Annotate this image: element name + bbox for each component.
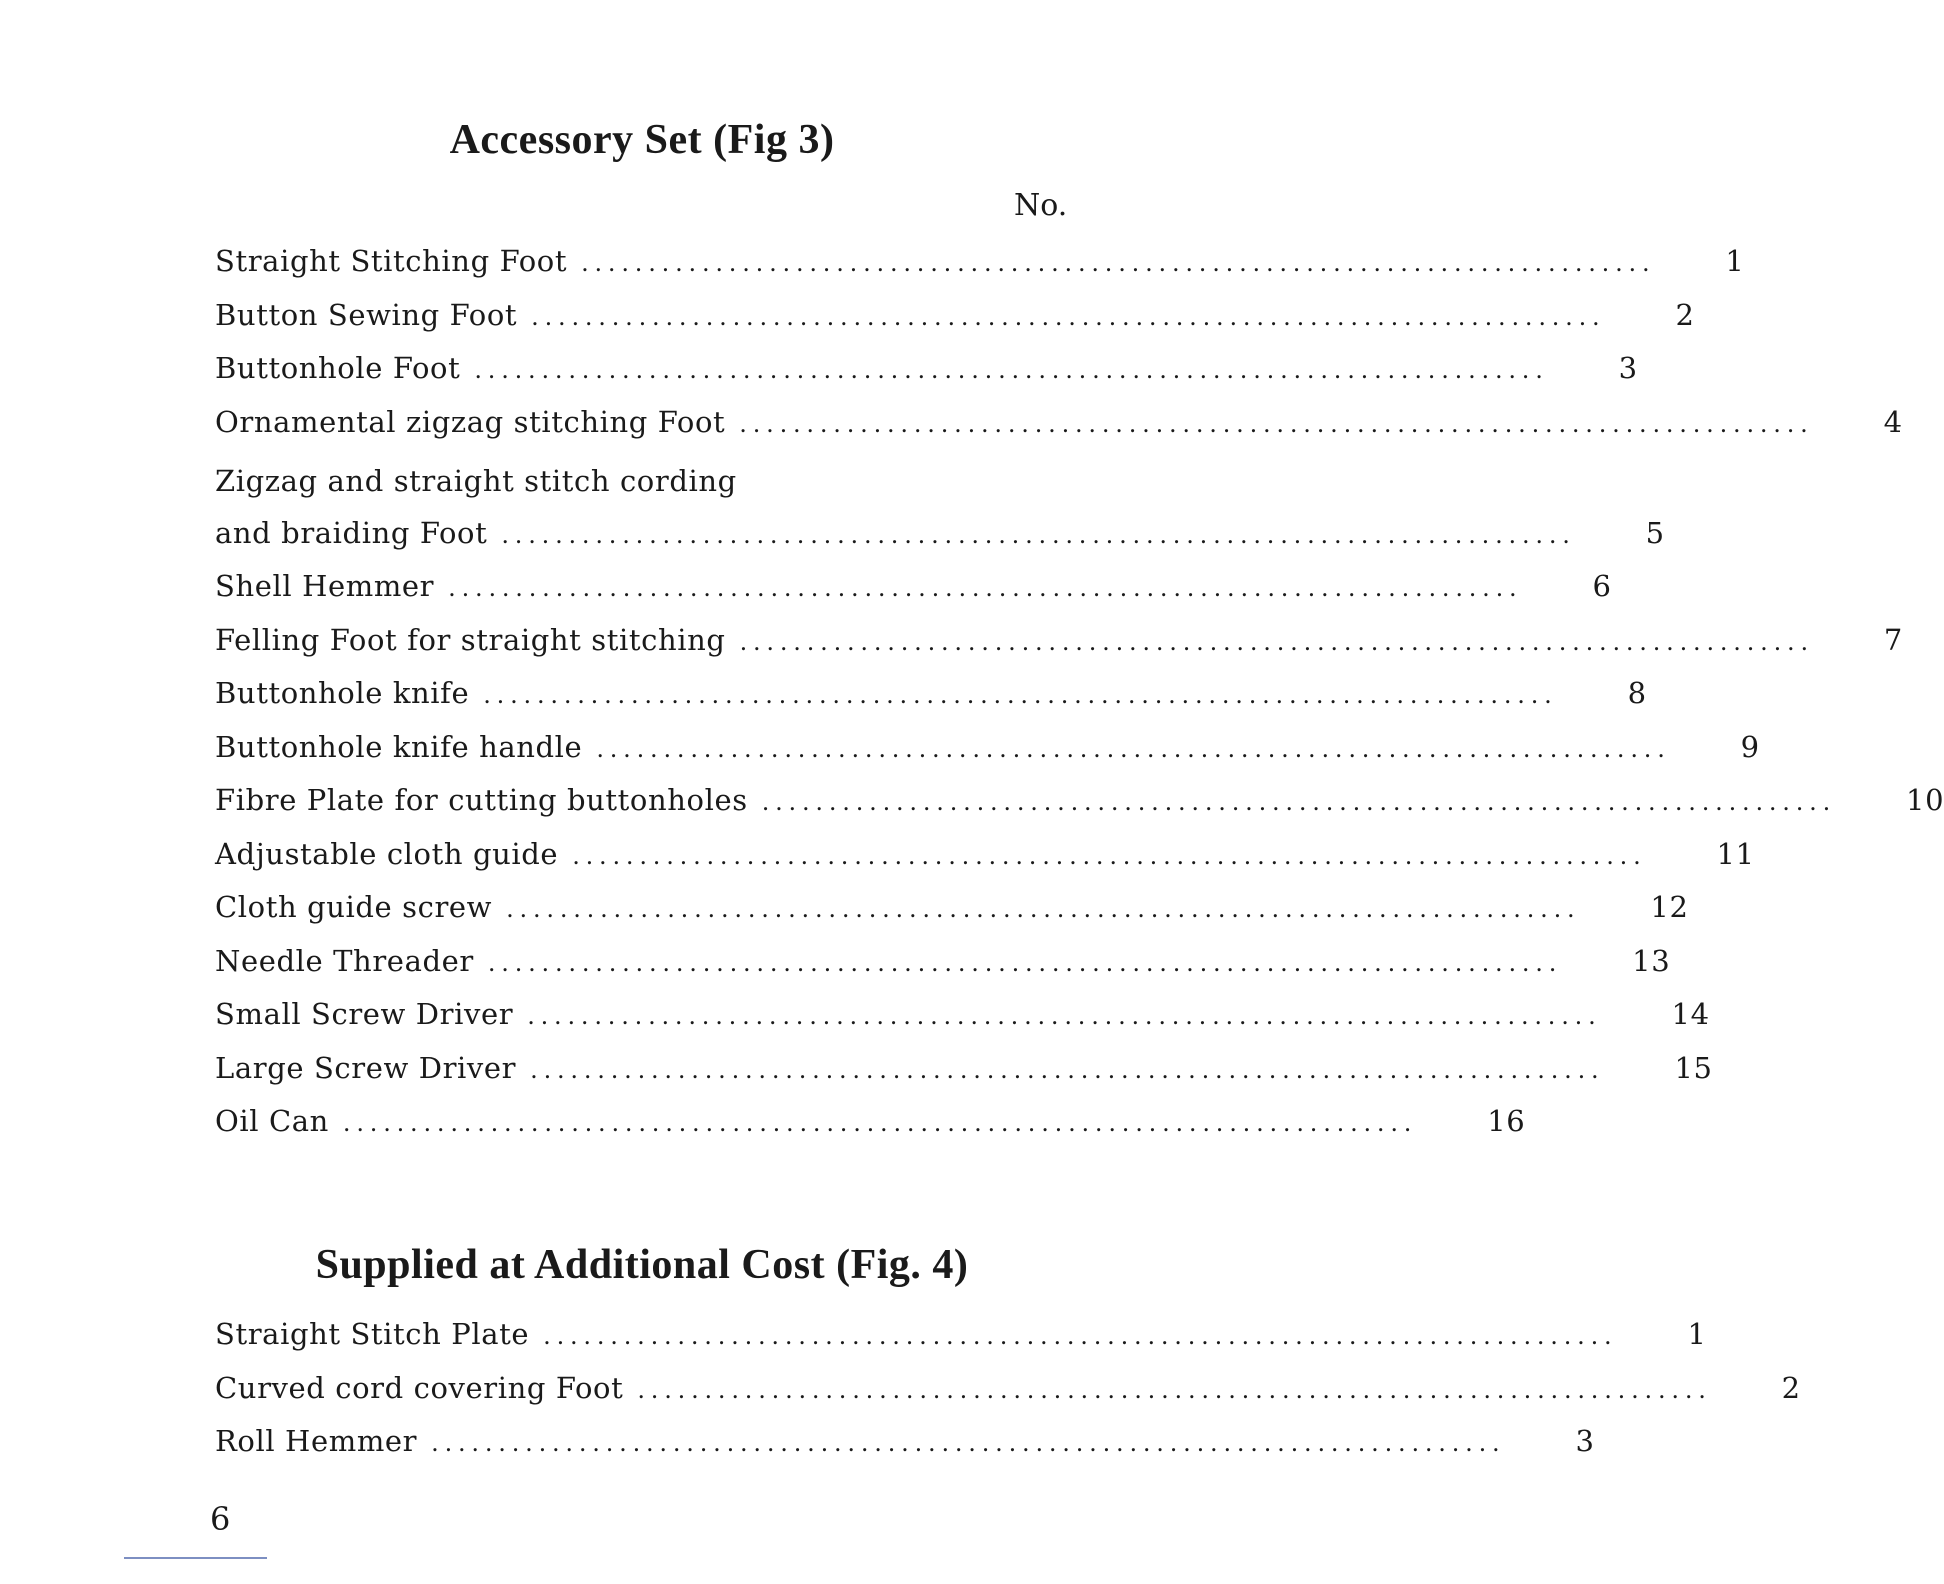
item-number: 7 [1883,622,1903,657]
item-number: 16 [1487,1104,1526,1138]
item-number: 13 [1632,943,1671,978]
number-column-header: No. [1014,188,1068,223]
list-item [215,290,1695,344]
item-number: 5 [1645,515,1665,550]
dot-leader: ................................................................................ [530,1055,1605,1084]
item-label: Cloth guide screw [215,890,493,924]
item-label: Buttonhole Foot [215,351,461,385]
item-number: 1 [1725,244,1745,278]
list-item [215,508,1665,562]
item-number: 3 [1575,1424,1595,1458]
item-number: 11 [1716,836,1755,871]
item-number: 14 [1671,997,1710,1031]
dot-leader: ................................................................................ [501,520,1576,549]
decorative-rule [124,1557,267,1559]
item-number: 6 [1592,569,1612,603]
item-number: 8 [1627,676,1647,710]
accessory-list [215,236,1944,1150]
item-label: Button Sewing Foot [215,297,518,332]
dot-leader: ................................................................................ [474,356,1549,384]
list-item [215,1416,1595,1470]
item-number: 12 [1650,890,1689,924]
list-item [215,829,1755,883]
dot-leader: ................................................................................ [487,948,1563,977]
list-item [215,1363,1801,1417]
item-number: 3 [1618,351,1638,385]
dot-leader: ................................................................................ [572,841,1647,870]
item-number: 2 [1675,297,1695,332]
item-label: Fibre Plate for cutting buttonholes [215,783,748,817]
item-label: Ornamental zigzag stitching Foot [215,404,726,439]
list-item [215,882,1689,936]
dot-leader: ................................................................................ [637,1375,1712,1404]
list-item [215,236,1745,290]
list-item [215,615,1903,669]
list-item [215,1043,1713,1097]
item-number: 1 [1687,1317,1707,1351]
item-label: Oil Can [215,1104,329,1138]
dot-leader: ................................................................................ [531,302,1606,331]
list-item [215,775,1944,829]
list-item [215,936,1671,990]
accessory-set-heading: Accessory Set (Fig 3) [449,117,835,163]
dot-leader: ................................................................................ [506,895,1581,923]
item-label: Needle Threader [215,943,474,978]
dot-leader: ................................................................................ [739,409,1814,438]
item-number: 9 [1740,729,1760,764]
dot-leader: ................................................................................ [527,1002,1602,1030]
item-label: Straight Stitching Foot [215,244,568,278]
dot-leader: ................................................................................ [448,574,1523,602]
list-item [215,397,1903,451]
list-item [215,668,1647,722]
dot-leader: ................................................................................ [431,1429,1506,1457]
item-number: 4 [1883,404,1903,439]
item-label-line1: Zigzag and straight stitch cording [215,464,737,498]
dot-leader: ................................................................................ [581,249,1656,277]
dot-leader: ................................................................................ [483,681,1558,709]
item-label: Adjustable cloth guide [215,836,559,871]
page-number: 6 [210,1500,231,1538]
dot-leader: ................................................................................ [739,627,1814,656]
additional-cost-heading: Supplied at Additional Cost (Fig. 4) [315,1242,969,1288]
item-label: Roll Hemmer [215,1424,418,1458]
item-label: and braiding Foot [215,515,488,550]
item-label: Buttonhole knife [215,676,470,710]
dot-leader: ................................................................................ [761,788,1837,816]
item-label: Curved cord covering Foot [215,1370,624,1405]
list-item [215,722,1760,776]
additional-cost-list [215,1309,1801,1470]
list-item-wrapped-line [215,456,1071,508]
item-label: Straight Stitch Plate [215,1317,530,1351]
list-item [215,343,1638,397]
list-item [215,1309,1707,1363]
list-item [215,561,1612,615]
item-number: 15 [1674,1050,1713,1085]
item-label: Buttonhole knife handle [215,729,583,764]
item-number: 10 [1906,783,1944,817]
item-label: Shell Hemmer [215,569,435,603]
dot-leader: ................................................................................ [543,1322,1618,1350]
item-label: Large Screw Driver [215,1050,517,1085]
list-item [215,989,1710,1043]
item-label: Felling Foot for straight stitching [215,622,726,657]
dot-leader: ................................................................................ [342,1109,1418,1137]
dot-leader: ................................................................................ [596,734,1671,763]
item-label: Small Screw Driver [215,997,514,1031]
item-number: 2 [1781,1370,1801,1405]
list-item [215,1096,1526,1150]
